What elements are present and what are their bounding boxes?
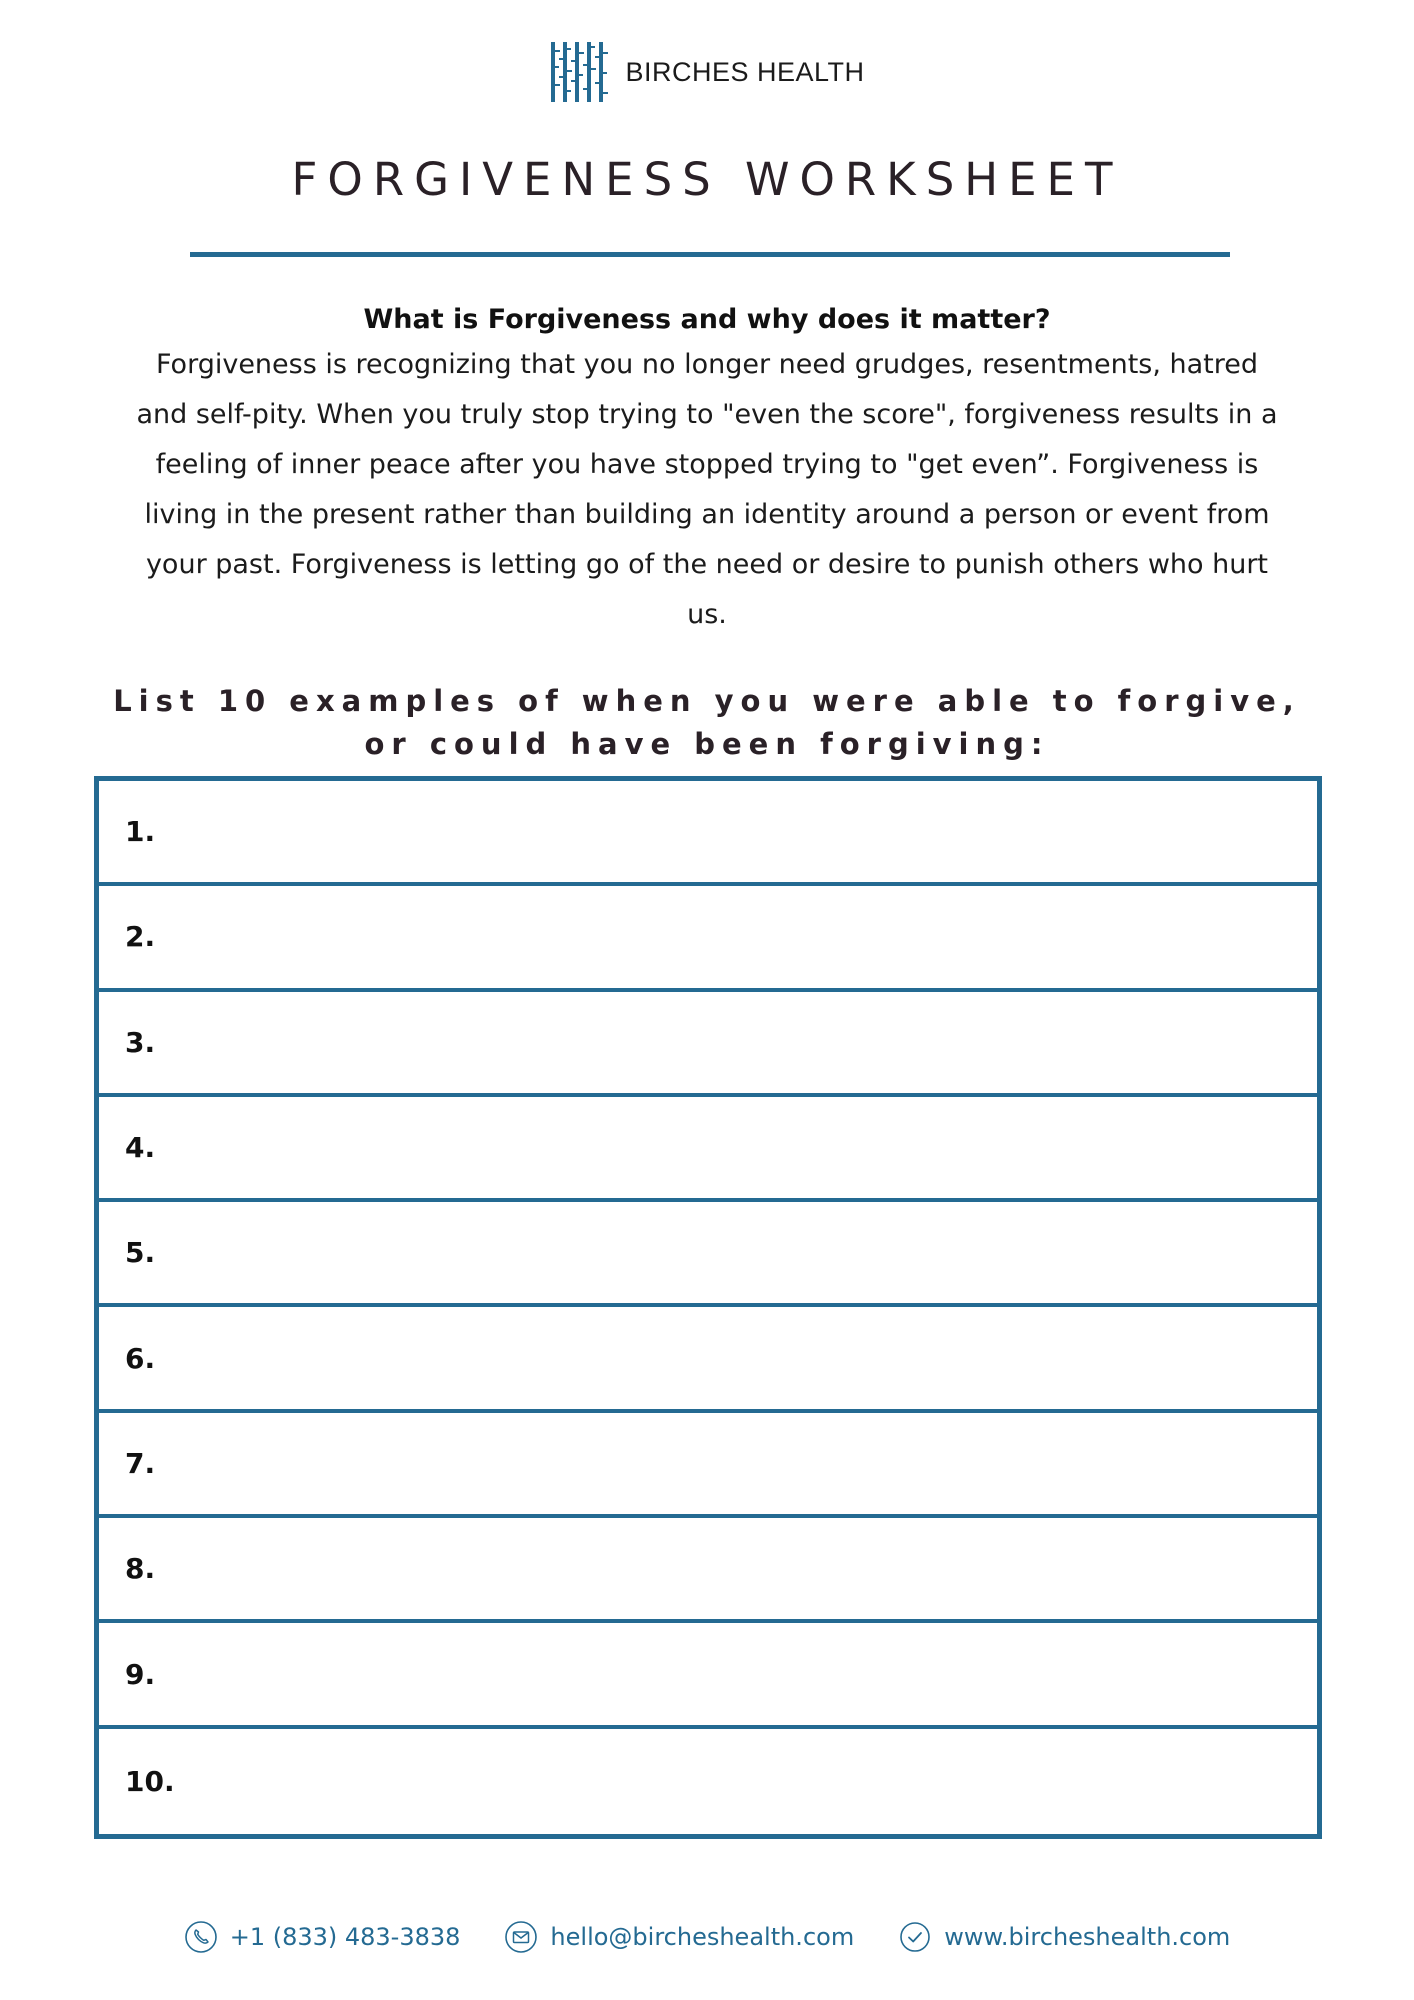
page-title: FORGIVENESS WORKSHEET [291, 153, 1123, 206]
answer-row-9[interactable]: 9. [99, 1623, 1317, 1728]
phone-icon [184, 1920, 218, 1954]
answer-table [94, 776, 1322, 1839]
brand-logo [0, 40, 1414, 104]
birch-trees-logo-icon [549, 40, 611, 104]
envelope-icon [504, 1920, 538, 1954]
list-prompt: List 10 examples of when you were able to forgive, or could have been forgiving: [113, 684, 1301, 761]
phone-number: +1 (833) 483-3838 [229, 1923, 461, 1951]
answer-row-2[interactable]: 2. [99, 886, 1317, 991]
answer-row-5[interactable]: 5. [99, 1202, 1317, 1307]
intro-heading: What is Forgiveness and why does it matter? [363, 304, 1051, 335]
answer-row-3[interactable]: 3. [99, 992, 1317, 1097]
answer-row-1[interactable]: 1. [99, 781, 1317, 886]
check-circle-icon [898, 1920, 932, 1954]
intro-body: Forgiveness is recognizing that you no longer need grudges, resentments, hatred and self-pity. When you truly stop trying to "even the score", forgiveness results in a feeling of inner peace after you have stopped trying to "get even”. Forgiveness is living in the present rather than building an identity around a person or event from your past. Forgiveness is letting go of the need or desire to punish others who hurt us. [136, 349, 1278, 630]
footer-website[interactable] [898, 1920, 1230, 1954]
brand-name: BIRCHES HEALTH [625, 56, 865, 87]
answer-row-7[interactable]: 7. [99, 1413, 1317, 1518]
email-address: hello@bircheshealth.com [550, 1923, 855, 1951]
footer-phone[interactable] [184, 1920, 461, 1954]
contact-footer [0, 1920, 1414, 1954]
answer-row-4[interactable]: 4. [99, 1097, 1317, 1202]
answer-row-6[interactable]: 6. [99, 1307, 1317, 1412]
intro-section [130, 300, 1284, 640]
website-url: www.bircheshealth.com [944, 1923, 1231, 1951]
footer-email[interactable] [504, 1920, 854, 1954]
answer-row-10[interactable]: 10. [125, 1764, 175, 1798]
answer-row-8[interactable]: 8. [99, 1518, 1317, 1623]
title-divider [190, 252, 1230, 257]
